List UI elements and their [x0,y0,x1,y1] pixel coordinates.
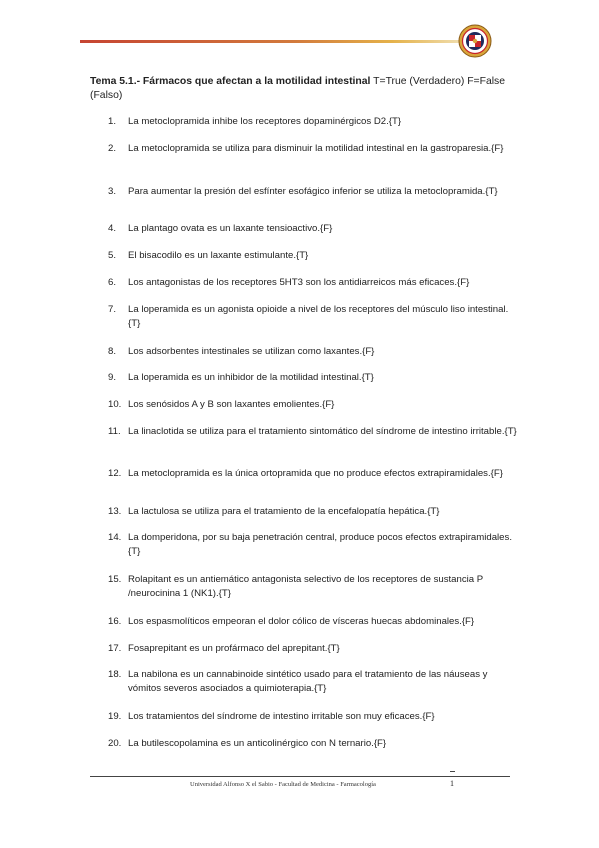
list-item [90,185,520,199]
footer-tick [450,771,455,772]
list-item [90,531,520,558]
title-rest: T=True (Verdadero) F=False (Falso) [90,76,506,101]
question-number: 5. [108,250,117,261]
page-title [90,75,520,103]
question-text: Para aumentar la presión del esfínter esofágico inferior se utiliza la metoclopramida.{T} [128,186,498,197]
question-number: 15. [108,574,122,585]
list-item [90,303,520,330]
footer-rule [90,776,510,777]
question-number: 16. [108,616,122,627]
list-item [90,505,520,519]
question-number: 8. [108,346,117,357]
question-text: La domperidona, por su baja penetración central, produce pocos efectos extrapiramidales.{T} [128,532,512,557]
question-number: 10. [108,399,122,410]
question-number: 2. [108,143,117,154]
list-item [90,398,520,412]
footer-text: Universidad Alfonso X el Sabio - Facultad de Medicina - Farmacología [190,781,376,788]
list-item [90,615,520,629]
question-number: 12. [108,468,122,479]
question-text: Los tratamientos del síndrome de intestino irritable son muy eficaces.{F} [128,711,435,722]
list-item [90,737,520,751]
question-text: Los senósidos A y B son laxantes emolientes.{F} [128,399,335,410]
list-item [90,710,520,724]
question-number: 18. [108,669,122,680]
question-number: 7. [108,304,117,315]
list-item [90,642,520,656]
question-number: 9. [108,372,117,383]
question-number: 13. [108,506,122,517]
page-number: 1 [450,779,454,788]
question-text: La nabilona es un cannabinoide sintético usado para el tratamiento de las náuseas y vómitos severos asociados a quimioterapia.{T} [128,669,488,694]
list-item [90,142,520,156]
title-bold: Tema 5.1.- Fármacos que afectan a la motilidad intestinal [90,76,371,87]
list-item [90,573,520,600]
question-number: 20. [108,738,122,749]
question-text: Los espasmolíticos empeoran el dolor cólico de vísceras huecas abdominales.{F} [128,616,475,627]
question-number: 19. [108,711,122,722]
question-text: La metoclopramida es la única ortopramida que no produce efectos extrapiramidales.{F} [128,468,503,479]
question-text: Rolapitant es un antiemático antagonista selectivo de los receptores de sustancia P /neurocinina 1 (NK1).{T} [128,574,484,599]
list-item [90,425,520,439]
question-text: Fosaprepitant es un profármaco del aprepitant.{T} [128,643,340,654]
question-text: La lactulosa se utiliza para el tratamiento de la encefalopatía hepática.{T} [128,506,440,517]
question-number: 11. [108,426,121,437]
header-rule [80,40,470,43]
question-number: 4. [108,223,117,234]
question-number: 1. [108,116,117,127]
list-item [90,467,520,481]
question-text: Los antagonistas de los receptores 5HT3 son los antidiarreicos más eficaces.{F} [128,277,470,288]
list-item [90,222,520,236]
list-item [90,371,520,385]
question-text: La metoclopramida inhibe los receptores dopaminérgicos D2.{T} [128,116,402,127]
question-text: La linaclotida se utiliza para el tratamiento sintomático del síndrome de intestino irritable.{T} [128,426,517,437]
question-number: 17. [108,643,122,654]
list-item [90,668,520,695]
question-text: El bisacodilo es un laxante estimulante.{T} [128,250,309,261]
question-text: La loperamida es un inhibidor de la motilidad intestinal.{T} [128,372,374,383]
question-text: La plantago ovata es un laxante tensioactivo.{F} [128,223,333,234]
list-item [90,276,520,290]
question-text: La butilescopolamina es un anticolinérgico con N ternario.{F} [128,738,387,749]
list-item [90,249,520,263]
list-item [90,345,520,359]
question-number: 6. [108,277,117,288]
question-number: 14. [108,532,122,543]
question-text: La metoclopramida se utiliza para disminuir la motilidad intestinal en la gastroparesia.{F} [128,143,504,154]
question-text: La loperamida es un agonista opioide a nivel de los receptores del músculo liso intestinal.{T} [128,304,509,329]
question-text: Los adsorbentes intestinales se utilizan como laxantes.{F} [128,346,375,357]
university-seal-logo [458,24,492,58]
question-number: 3. [108,186,117,197]
list-item [90,115,520,129]
